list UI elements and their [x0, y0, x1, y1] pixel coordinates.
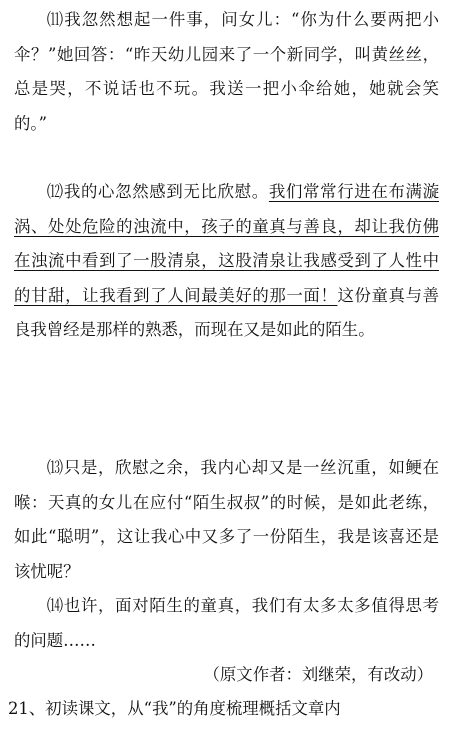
paragraph-13: ⒀只是，欣慰之余，我内心却又是一丝沉重，如鲠在喉：天真的女儿在应付“陌生叔叔”的时候，是如此老练，如此“聪明”，这让我心中又多了一份陌生，我是该喜还是该忧呢？ [14, 458, 439, 581]
paragraph-12 [14, 175, 439, 348]
paragraph-12-tail: 这份童真与善良我曾经是那样的熟悉，而现在又是如此的陌生。 [14, 285, 440, 339]
paragraph-14: ⒁也许，面对陌生的童真，我们有太多太多值得思考的问题…… [14, 596, 439, 650]
question-21: 21、初读课文，从“我”的角度梳理概括文章内 [8, 699, 341, 718]
paragraph-12-lead: ⑿我的心忽然感到无比欣慰。 [46, 182, 269, 201]
source-attribution: （原文作者：刘继荣，有改动） [203, 665, 433, 684]
paragraph-12-underlined-sentence: 我们常常行进在布满漩涡、处处危险的浊流中，孩子的童真与善良，却让我仿佛在浊流中看到了一股清泉，这股清泉让我感受到了人性中的甘甜，让我看到了人间最美好的那一面！ [14, 182, 440, 305]
paragraph-11: ⑾我忽然想起一件事，问女儿：“你为什么要两把小伞？”她回答：“昨天幼儿园来了一个新同学，叫黄丝丝，总是哭，不说话也不玩。我送一把小伞给她，她就会笑的。” [14, 10, 439, 133]
